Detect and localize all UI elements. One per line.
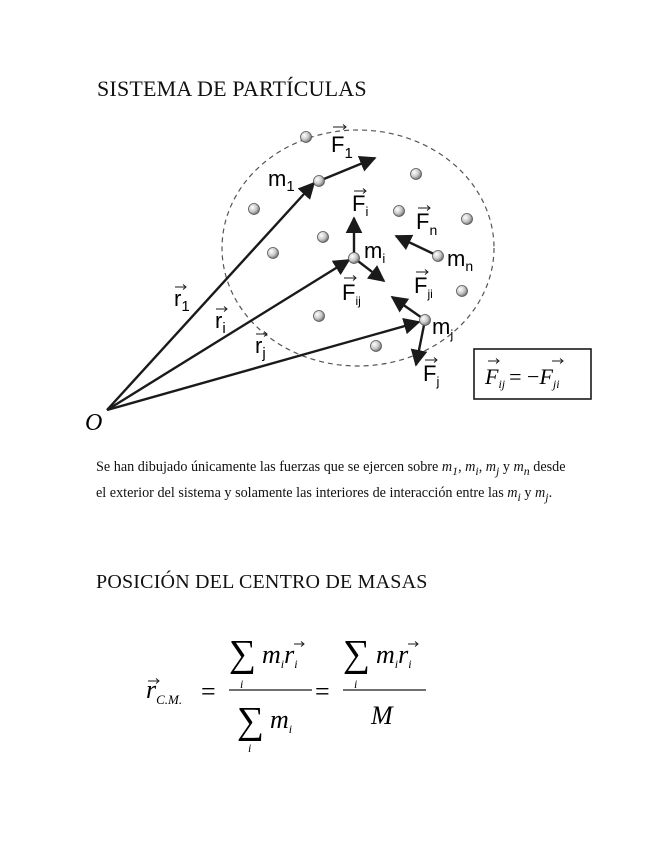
formula-lhs: $r_{C.M.}$: [146, 675, 183, 707]
origin-label: O: [85, 410, 103, 436]
section-title-center-of-mass: POSICIÓN DEL CENTRO DE MASAS: [96, 571, 428, 593]
force-Fj: [416, 320, 425, 365]
numerator-2: miri: [376, 640, 412, 671]
box-equation: Fij = −Fji: [485, 364, 560, 391]
explanation-paragraph: Se han dibujado únicamente las fuerzas que se ejercen sobre $m_1$, $m_i$, $m_j$ y $m_n$ desde el exterior del sistema y solamente las interiores de interacción entre las $m_i$ y $m_j$.: [96, 459, 566, 504]
m1-label: $m_1$: [268, 166, 295, 195]
sum-symbol-den: ∑: [237, 700, 265, 742]
mi-label: $m_i$: [364, 238, 386, 266]
formula-equals-1: =: [201, 677, 216, 706]
sum-index-num-2: i: [354, 677, 358, 691]
mj-label: $m_j$: [432, 314, 454, 342]
sum-index-num-1: i: [240, 677, 244, 691]
Fij-label: $F_{ij}$: [342, 280, 361, 308]
particle: [301, 132, 312, 143]
particle-mi: [349, 253, 360, 264]
particle: [371, 341, 382, 352]
particle: [268, 248, 279, 259]
particle: [462, 214, 473, 225]
numerator-1: miri: [262, 640, 298, 671]
particle: [411, 169, 422, 180]
vector-r1: [107, 183, 314, 410]
Fi-label: $F_i$: [352, 191, 369, 219]
section-title-particle-system: SISTEMA DE PARTÍCULAS: [97, 76, 367, 101]
particle: [314, 311, 325, 322]
particle: [457, 286, 468, 297]
sum-index-den: i: [248, 741, 252, 755]
sum-symbol-num-1: ∑: [229, 633, 257, 675]
formula-equals-2: =: [315, 677, 330, 706]
ri-label: $r_i$: [215, 308, 226, 337]
particle-mn: [433, 251, 444, 262]
Fji-label: $F_{ji}$: [414, 273, 433, 301]
particle: [318, 232, 329, 243]
Fj-label: $F_j$: [423, 361, 440, 389]
particle: [249, 204, 260, 215]
denominator-2: M: [371, 701, 393, 730]
F1-label: $F_1$: [331, 132, 353, 162]
center-of-mass-formula: [146, 633, 426, 755]
mn-label: $m_n$: [447, 246, 474, 274]
sum-symbol-num-2: ∑: [343, 633, 371, 675]
particle-mj: [420, 315, 431, 326]
particle: [394, 206, 405, 217]
particle-m1: [314, 176, 325, 187]
force-Fn: [396, 236, 438, 256]
rj-label: $r_j$: [255, 333, 266, 362]
r1-label: $r_1$: [174, 286, 190, 315]
force-Fji: [392, 297, 425, 320]
denominator-1: mi: [270, 705, 293, 736]
vector-rj: [107, 322, 419, 410]
newton-third-law-box: [474, 349, 591, 399]
Fn-label: $F_n$: [416, 209, 438, 238]
